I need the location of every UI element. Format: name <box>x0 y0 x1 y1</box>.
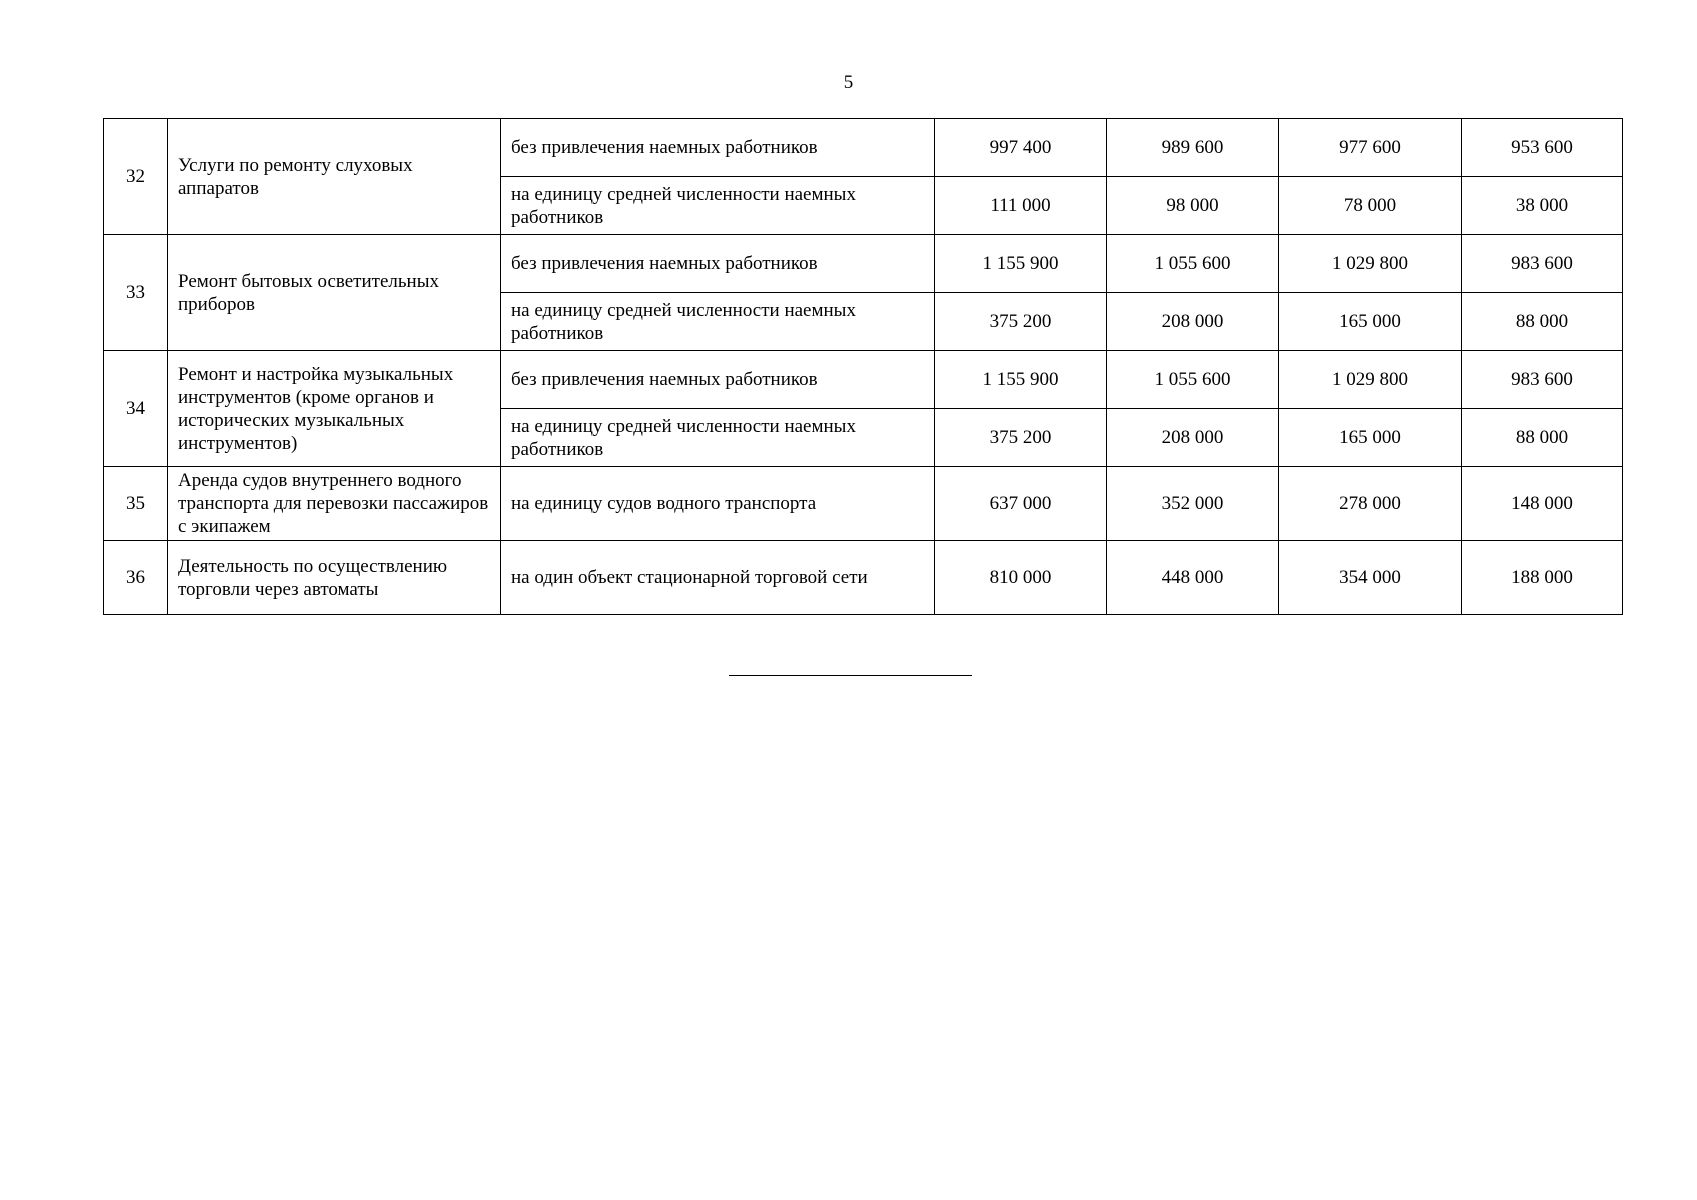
activity-name: Услуги по ремонту слуховых аппаратов <box>168 119 501 235</box>
calculation-basis: без привлечения наемных работников <box>501 119 935 177</box>
value-cell: 354 000 <box>1279 541 1462 615</box>
activity-name: Ремонт и настройка музыкальных инструментов (кроме органов и исторических музыкальных инструментов) <box>168 351 501 467</box>
row-number: 32 <box>104 119 168 235</box>
calculation-basis: на единицу судов водного транспорта <box>501 467 935 541</box>
calculation-basis: на единицу средней численности наемных работников <box>501 177 935 235</box>
value-cell: 111 000 <box>935 177 1107 235</box>
value-cell: 1 155 900 <box>935 351 1107 409</box>
value-cell: 78 000 <box>1279 177 1462 235</box>
value-cell: 637 000 <box>935 467 1107 541</box>
value-cell: 448 000 <box>1107 541 1279 615</box>
row-number: 35 <box>104 467 168 541</box>
value-cell: 188 000 <box>1462 541 1623 615</box>
activity-name: Деятельность по осуществлению торговли через автоматы <box>168 541 501 615</box>
value-cell: 278 000 <box>1279 467 1462 541</box>
value-cell: 88 000 <box>1462 293 1623 351</box>
row-number: 36 <box>104 541 168 615</box>
end-separator-line <box>729 675 972 676</box>
value-cell: 1 155 900 <box>935 235 1107 293</box>
page-number: 5 <box>843 72 854 93</box>
value-cell: 1 055 600 <box>1107 235 1279 293</box>
row-number: 34 <box>104 351 168 467</box>
value-cell: 38 000 <box>1462 177 1623 235</box>
table-row <box>104 235 1623 293</box>
value-cell: 983 600 <box>1462 351 1623 409</box>
table-row <box>104 467 1623 541</box>
value-cell: 953 600 <box>1462 119 1623 177</box>
activity-name: Аренда судов внутреннего водного транспорта для перевозки пассажиров с экипажем <box>168 467 501 541</box>
value-cell: 375 200 <box>935 409 1107 467</box>
value-cell: 352 000 <box>1107 467 1279 541</box>
value-cell: 165 000 <box>1279 409 1462 467</box>
value-cell: 1 029 800 <box>1279 235 1462 293</box>
calculation-basis: на единицу средней численности наемных работников <box>501 293 935 351</box>
value-cell: 165 000 <box>1279 293 1462 351</box>
value-cell: 1 029 800 <box>1279 351 1462 409</box>
value-cell: 1 055 600 <box>1107 351 1279 409</box>
value-cell: 810 000 <box>935 541 1107 615</box>
tax-rates-table <box>103 118 1623 615</box>
calculation-basis: без привлечения наемных работников <box>501 351 935 409</box>
table-row <box>104 351 1623 409</box>
value-cell: 98 000 <box>1107 177 1279 235</box>
value-cell: 208 000 <box>1107 293 1279 351</box>
activity-name: Ремонт бытовых осветительных приборов <box>168 235 501 351</box>
value-cell: 148 000 <box>1462 467 1623 541</box>
table-row <box>104 119 1623 177</box>
value-cell: 88 000 <box>1462 409 1623 467</box>
calculation-basis: на единицу средней численности наемных работников <box>501 409 935 467</box>
calculation-basis: без привлечения наемных работников <box>501 235 935 293</box>
calculation-basis: на один объект стационарной торговой сети <box>501 541 935 615</box>
value-cell: 375 200 <box>935 293 1107 351</box>
value-cell: 989 600 <box>1107 119 1279 177</box>
value-cell: 977 600 <box>1279 119 1462 177</box>
value-cell: 997 400 <box>935 119 1107 177</box>
value-cell: 208 000 <box>1107 409 1279 467</box>
table-row <box>104 541 1623 615</box>
value-cell: 983 600 <box>1462 235 1623 293</box>
row-number: 33 <box>104 235 168 351</box>
